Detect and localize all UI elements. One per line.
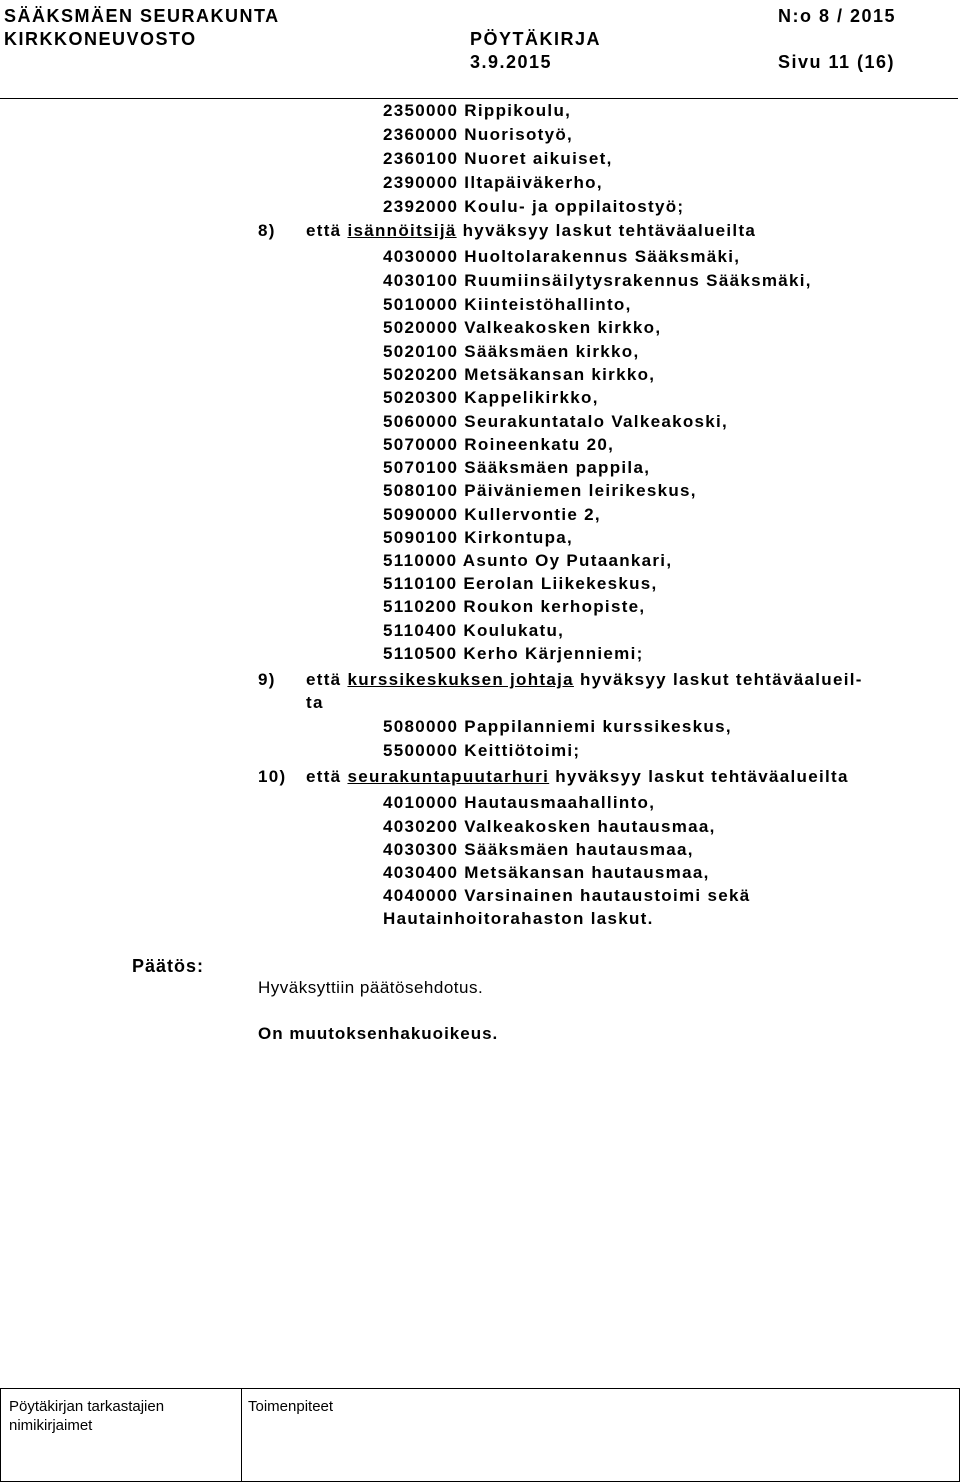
list-item: 5110000 Asunto Oy Putaankari, — [383, 551, 673, 570]
footer-actions-label: Toimenpiteet — [248, 1398, 334, 1415]
item-9-role: kurssikeskuksen johtaja — [347, 670, 574, 689]
item-10-text — [306, 766, 849, 788]
list-item: 5080100 Päiväniemen leirikeskus, — [383, 481, 697, 500]
list-item: 4030100 Ruumiinsäilytysrakennus Sääksmäki, — [383, 271, 812, 290]
decision-text: Hyväksyttiin päätösehdotus. — [258, 978, 484, 997]
list-item: 5020200 Metsäkansan kirkko, — [383, 365, 656, 384]
list-item: 2390000 Iltapäiväkerho, — [383, 173, 603, 192]
list-item: 5080000 Pappilanniemi kurssikeskus, — [383, 717, 732, 736]
list-item: 5070000 Roineenkatu 20, — [383, 435, 615, 454]
list-item: 5070100 Sääksmäen pappila, — [383, 458, 651, 477]
list-item: 5500000 Keittiötoimi; — [383, 741, 581, 760]
footer-actions-box — [241, 1388, 960, 1482]
header-divider — [0, 98, 958, 99]
list-item: 5010000 Kiinteistöhallinto, — [383, 295, 632, 314]
decision-label: Päätös: — [132, 956, 205, 976]
item-10-number: 10) — [258, 767, 287, 786]
list-item: 4010000 Hautausmaahallinto, — [383, 793, 656, 812]
item-8-role: isännöitsijä — [347, 221, 457, 240]
item-10-role: seurakuntapuutarhuri — [347, 767, 550, 786]
list-item: 5110400 Koulukatu, — [383, 621, 565, 640]
council-name: KIRKKONEUVOSTO — [4, 29, 197, 49]
list-item: 5110200 Roukon kerhopiste, — [383, 597, 646, 616]
document-type: PÖYTÄKIRJA — [470, 29, 602, 49]
list-item: 2360000 Nuorisotyö, — [383, 125, 574, 144]
page-number: Sivu 11 (16) — [778, 52, 896, 72]
list-item: 4030200 Valkeakosken hautausmaa, — [383, 817, 716, 836]
list-item: 5090000 Kullervontie 2, — [383, 505, 601, 524]
document-number: N:o 8 / 2015 — [778, 6, 897, 26]
appeal-notice: On muutoksenhakuoikeus. — [258, 1024, 499, 1043]
list-item: 5110100 Eerolan Liikekeskus, — [383, 574, 658, 593]
item-9-number: 9) — [258, 670, 276, 689]
list-item: Hautainhoitorahaston laskut. — [383, 909, 654, 928]
list-item: 2350000 Rippikoulu, — [383, 101, 572, 120]
organization-name: SÄÄKSMÄEN SEURAKUNTA — [4, 6, 280, 26]
list-item: 5020300 Kappelikirkko, — [383, 388, 599, 407]
list-item: 5020100 Sääksmäen kirkko, — [383, 342, 640, 361]
footer-signatures-line2: nimikirjaimet — [9, 1417, 93, 1434]
list-item: 4030400 Metsäkansan hautausmaa, — [383, 863, 710, 882]
item-8-number: 8) — [258, 221, 276, 240]
list-item: 5020000 Valkeakosken kirkko, — [383, 318, 662, 337]
footer-signatures-box — [0, 1388, 242, 1482]
list-item: 4030000 Huoltolarakennus Sääksmäki, — [383, 247, 741, 266]
list-item: 5060000 Seurakuntatalo Valkeakoski, — [383, 412, 729, 431]
list-item: 4040000 Varsinainen hautaustoimi sekä — [383, 886, 751, 905]
meeting-date: 3.9.2015 — [470, 52, 553, 72]
item-9-suffix: hyväksyy laskut tehtäväalueil- — [579, 670, 863, 689]
list-item: 5090100 Kirkontupa, — [383, 528, 574, 547]
item-8-suffix: hyväksyy laskut tehtäväalueilta — [462, 221, 757, 240]
list-item: 5110500 Kerho Kärjenniemi; — [383, 644, 644, 663]
item-9-continuation: ta — [306, 693, 324, 712]
list-item: 4030300 Sääksmäen hautausmaa, — [383, 840, 694, 859]
footer-signatures-label — [9, 1397, 164, 1435]
item-10-prefix: että — [306, 767, 342, 786]
list-item: 2360100 Nuoret aikuiset, — [383, 149, 613, 168]
list-item: 2392000 Koulu- ja oppilaitostyö; — [383, 197, 685, 216]
item-9-prefix: että — [306, 670, 342, 689]
footer-signatures-line1: Pöytäkirjan tarkastajien — [9, 1398, 165, 1415]
item-9-text — [306, 669, 863, 691]
item-8-text — [306, 220, 756, 242]
item-8-prefix: että — [306, 221, 342, 240]
item-10-suffix: hyväksyy laskut tehtäväalueilta — [555, 767, 849, 786]
